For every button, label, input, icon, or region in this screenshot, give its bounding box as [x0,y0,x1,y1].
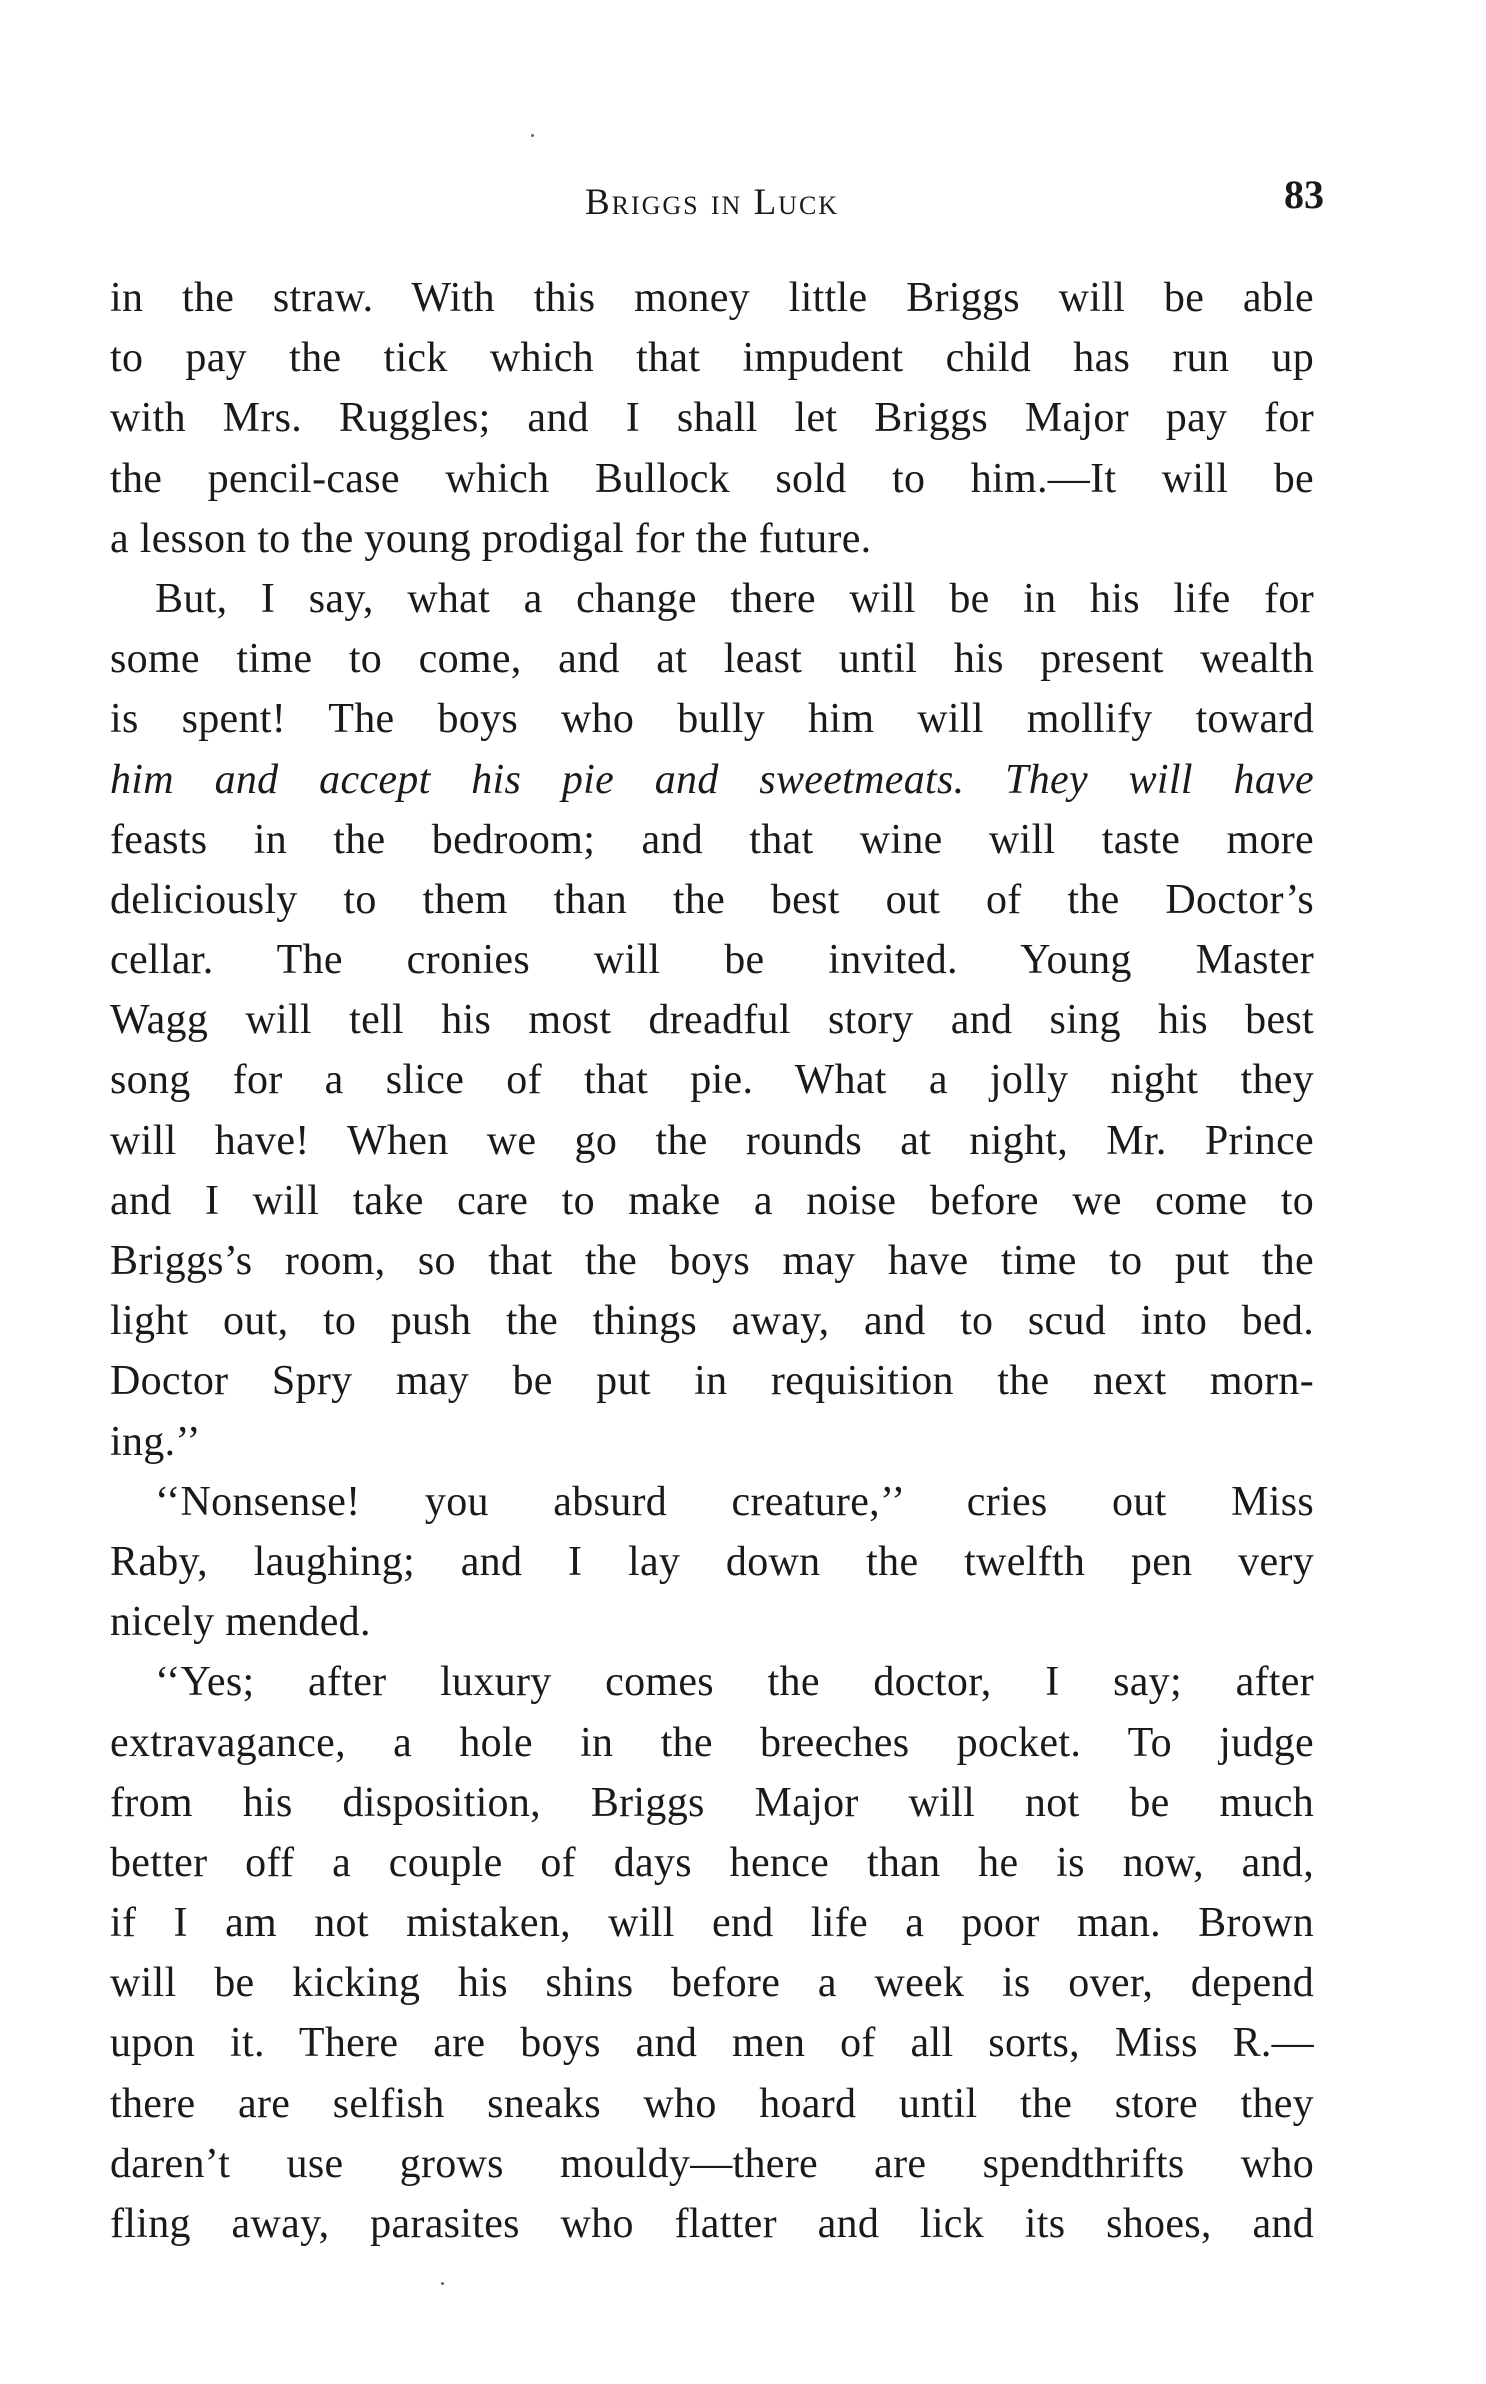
text-line: Doctor Spry may be put in requisition the next morn- [110,1358,1314,1405]
text-line: him and accept his pie and sweetmeats. They will have [110,756,1314,803]
body-text [110,268,1314,2254]
text-line: song for a slice of that pie. What a jolly night they [110,1057,1314,1104]
print-speck [531,134,534,137]
text-line: deliciously to them than the best out of the Doctor’s [110,876,1314,923]
text-line: daren’t use grows mouldy—there are spendthrifts who [110,2140,1314,2187]
text-line: fling away, parasites who flatter and lick its shoes, and [110,2201,1314,2247]
text-line: is spent! The boys who bully him will mollify toward [110,696,1314,743]
text-line: to pay the tick which that impudent child has run up [110,335,1314,382]
running-head [110,172,1324,228]
text-line: cellar. The cronies will be invited. Young Master [110,937,1314,984]
text-line: Wagg will tell his most dreadful story and sing his best [110,997,1314,1044]
text-line: will be kicking his shins before a week is over, depend [110,1960,1314,2007]
running-title: Briggs in Luck [584,182,840,223]
text-line: some time to come, and at least until his present wealth [110,636,1314,683]
text-line: feasts in the bedroom; and that wine will taste more [110,816,1314,863]
paragraph-first-line: ‘‘Yes; after luxury comes the doctor, I say; after [155,1659,1314,1706]
print-speck [441,2282,444,2285]
text-line: upon it. There are boys and men of all sorts, Miss R.— [110,2020,1314,2067]
paragraph-first-line: But, I say, what a change there will be in his life for [155,575,1314,622]
text-line: better off a couple of days hence than he is now, and, [110,1839,1314,1886]
text-line: and I will take care to make a noise before we come to [110,1177,1314,1224]
text-line: the pencil-case which Bullock sold to him.—It will be [110,455,1314,502]
text-line: there are selfish sneaks who hoard until the store they [110,2080,1314,2127]
text-line: ing.’’ [110,1418,201,1465]
text-line: with Mrs. Ruggles; and I shall let Briggs Major pay for [110,395,1314,442]
text-line: Raby, laughing; and I lay down the twelfth pen very [110,1538,1314,1585]
text-line: from his disposition, Briggs Major will not be much [110,1779,1314,1826]
text-line: a lesson to the young prodigal for the future. [110,515,872,562]
text-line: light out, to push the things away, and to scud into bed. [110,1298,1314,1345]
text-line: Briggs’s room, so that the boys may have time to put the [110,1238,1314,1284]
text-line: nicely mended. [110,1599,371,1646]
text-line: will have! When we go the rounds at night, Mr. Prince [110,1117,1314,1164]
text-line: if I am not mistaken, will end life a poor man. Brown [110,1900,1314,1947]
text-line: extravagance, a hole in the breeches pocket. To judge [110,1719,1314,1766]
page-number: 83 [1284,172,1324,217]
text-line: in the straw. With this money little Briggs will be able [110,275,1314,321]
paragraph-first-line: ‘‘Nonsense! you absurd creature,’’ cries out Miss [155,1478,1314,1525]
